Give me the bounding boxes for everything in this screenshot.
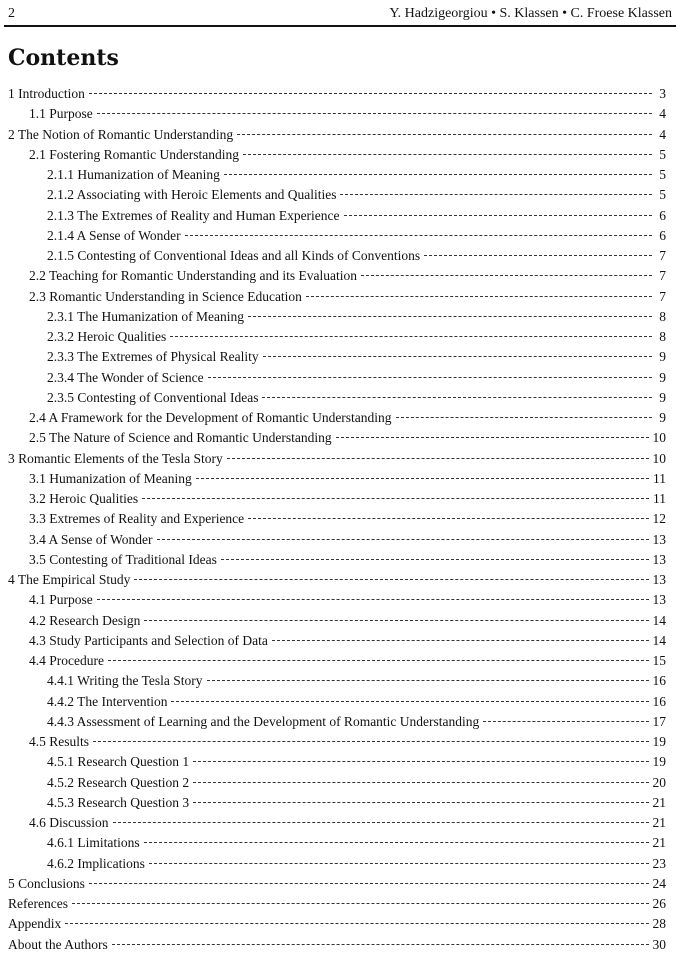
toc-page-number[interactable]: 9	[659, 389, 666, 405]
toc-entry-label[interactable]: 2.3.1 The Humanization of Meaning	[47, 308, 244, 324]
toc-page-number[interactable]: 10	[652, 450, 666, 466]
toc-leader	[193, 802, 648, 803]
toc-entry[interactable]	[8, 752, 666, 772]
toc-page-number[interactable]: 21	[652, 835, 666, 851]
toc-entry-label[interactable]: 3.1 Humanization of Meaning	[29, 470, 192, 486]
toc-page-number[interactable]: 26	[652, 896, 666, 911]
toc-entry[interactable]	[8, 145, 666, 165]
toc-leader	[340, 194, 652, 195]
toc-entry-label[interactable]: 2.1.1 Humanization of Meaning	[47, 167, 220, 182]
toc-entry-label[interactable]: 4.4 Procedure	[29, 653, 104, 668]
toc-entry[interactable]	[8, 530, 666, 550]
toc-entry[interactable]	[8, 914, 666, 934]
toc-leader	[171, 701, 648, 702]
toc-entry-label[interactable]: 4.5.1 Research Question 1	[47, 754, 190, 770]
toc-leader	[237, 134, 652, 135]
toc-entry-label[interactable]: 4.1 Purpose	[29, 592, 93, 608]
toc-entry[interactable]	[8, 651, 666, 671]
toc-entry-label[interactable]: Appendix	[8, 916, 62, 932]
toc-leader	[248, 518, 648, 519]
toc-entry[interactable]	[8, 449, 666, 469]
toc-entry[interactable]	[8, 287, 666, 307]
toc-entry-label[interactable]: 2.1.4 A Sense of Wonder	[47, 227, 181, 243]
toc-entry-label[interactable]: 2.5 The Nature of Science and Romantic Understanding	[29, 430, 332, 446]
toc-entry[interactable]	[8, 307, 666, 327]
toc-entry-label[interactable]: 2.3.3 The Extremes of Physical Reality	[47, 349, 259, 365]
toc-leader	[93, 741, 648, 742]
toc-entry[interactable]	[8, 833, 666, 853]
toc-page-number[interactable]: 19	[652, 754, 666, 770]
toc-page-number[interactable]: 21	[652, 794, 666, 810]
toc-entry-label[interactable]: 3 Romantic Elements of the Tesla Story	[8, 450, 223, 466]
toc-entry-label[interactable]: 2.4 A Framework for the Development of Romantic Understanding	[29, 410, 392, 425]
toc-page-number[interactable]: 9	[659, 410, 666, 425]
toc-entry[interactable]	[8, 874, 666, 894]
toc-entry-label[interactable]: 4.3 Study Participants and Selection of Data	[29, 632, 268, 648]
toc-page-number[interactable]: 21	[652, 815, 666, 830]
toc-entry-label[interactable]: 2.1.5 Contesting of Conventional Ideas and all Kinds of Conventions	[47, 248, 421, 263]
toc-entry-label[interactable]: 2.3.4 The Wonder of Science	[47, 369, 204, 385]
toc-entry[interactable]	[8, 570, 666, 590]
toc-entry[interactable]	[8, 125, 666, 145]
toc-entry[interactable]	[8, 489, 666, 509]
toc-leader	[196, 478, 649, 479]
toc-leader	[193, 782, 648, 783]
toc-page-number[interactable]: 13	[652, 551, 666, 567]
toc-entry-label[interactable]: 2.1 Fostering Romantic Understanding	[29, 146, 239, 162]
toc-page-number[interactable]: 4	[659, 126, 666, 142]
toc-entry-label[interactable]: 4.6.2 Implications	[47, 855, 145, 871]
toc-entry-label[interactable]: References	[8, 896, 68, 911]
header-authors: Y. Hadzigeorgiou • S. Klassen • C. Froese Klassen	[389, 6, 672, 21]
toc-entry[interactable]	[8, 935, 666, 955]
toc-leader	[157, 539, 649, 540]
toc-leader	[248, 316, 652, 317]
toc-entry-label[interactable]: 1 Introduction	[8, 86, 85, 101]
toc-entry[interactable]	[8, 347, 666, 367]
toc-leader	[112, 944, 649, 945]
toc-entry-label[interactable]: 4.6.1 Limitations	[47, 835, 140, 851]
toc-entry-label[interactable]: 2.3.5 Contesting of Conventional Ideas	[47, 389, 259, 405]
toc-leader	[344, 215, 652, 216]
toc-entry-label[interactable]: 2.3 Romantic Understanding in Science Education	[29, 288, 302, 304]
toc-entry[interactable]	[8, 84, 666, 104]
toc-leader	[149, 863, 649, 864]
toc-entry-label[interactable]: 2.3.2 Heroic Qualities	[47, 329, 167, 344]
toc-entry[interactable]	[8, 408, 666, 428]
toc-page-number[interactable]: 17	[652, 713, 666, 729]
toc-entry[interactable]	[8, 165, 666, 185]
toc-entry-label[interactable]: 1.1 Purpose	[29, 106, 93, 122]
toc-entry-label[interactable]: 4.4.1 Writing the Tesla Story	[47, 673, 203, 689]
running-header	[8, 5, 672, 23]
toc-entry[interactable]	[8, 550, 666, 570]
toc-entry[interactable]	[8, 428, 666, 448]
toc-entry-label[interactable]: 4.5.3 Research Question 3	[47, 794, 190, 810]
toc-page-number[interactable]: 28	[652, 916, 666, 932]
toc-page-number[interactable]: 16	[652, 693, 666, 709]
toc-page-number[interactable]: 14	[652, 632, 666, 648]
toc-leader	[144, 620, 648, 621]
toc-entry-label[interactable]: 4.6 Discussion	[29, 815, 109, 830]
toc-page-number[interactable]: 6	[659, 207, 666, 223]
toc-page-number[interactable]: 30	[652, 936, 666, 952]
toc-leader	[97, 113, 652, 114]
toc-leader	[306, 296, 652, 297]
contents-title: Contents	[8, 45, 119, 71]
toc-entry[interactable]	[8, 266, 666, 286]
toc-page-number[interactable]: 20	[652, 774, 666, 790]
toc-leader	[483, 721, 648, 722]
toc-entry[interactable]	[8, 388, 666, 408]
toc-page-number[interactable]: 14	[652, 612, 666, 628]
toc-leader	[89, 93, 652, 94]
toc-leader	[396, 417, 652, 418]
toc-leader	[227, 458, 649, 459]
toc-page-number[interactable]: 13	[652, 572, 666, 587]
toc-leader	[243, 154, 652, 155]
toc-leader	[108, 660, 649, 661]
toc-page-number[interactable]: 12	[652, 511, 666, 527]
toc-entry-label[interactable]: 2.1.3 The Extremes of Reality and Human Experience	[47, 207, 340, 223]
toc-entry-label[interactable]: 4 The Empirical Study	[8, 572, 131, 587]
toc-leader	[221, 559, 649, 560]
toc-leader	[134, 579, 648, 580]
toc-page-number[interactable]: 15	[652, 653, 666, 668]
toc-leader	[207, 680, 649, 681]
toc-page-number[interactable]: 9	[659, 349, 666, 365]
toc-entry-label[interactable]: 4.2 Research Design	[29, 612, 141, 628]
table-of-contents	[8, 84, 666, 955]
toc-entry[interactable]	[8, 732, 666, 752]
header-rule	[4, 25, 676, 27]
toc-leader	[170, 336, 652, 337]
toc-entry[interactable]	[8, 692, 666, 712]
toc-entry-label[interactable]: 2.1.2 Associating with Heroic Elements and Qualities	[47, 187, 337, 203]
toc-page-number[interactable]: 10	[652, 430, 666, 446]
toc-entry-label[interactable]: 3.2 Heroic Qualities	[29, 491, 139, 506]
toc-entry[interactable]	[8, 813, 666, 833]
toc-leader	[336, 437, 649, 438]
toc-entry-label[interactable]: 3.3 Extremes of Reality and Experience	[29, 511, 245, 527]
toc-entry[interactable]	[8, 327, 666, 347]
toc-entry-label[interactable]: 2 The Notion of Romantic Understanding	[8, 126, 234, 142]
toc-page-number[interactable]: 11	[653, 491, 666, 506]
toc-page-number[interactable]: 13	[652, 592, 666, 608]
toc-page-number[interactable]: 4	[659, 106, 666, 122]
toc-page-number[interactable]: 23	[652, 855, 666, 871]
toc-entry-label[interactable]: 4.4.3 Assessment of Learning and the Development of Romantic Understanding	[47, 713, 480, 729]
toc-entry[interactable]	[8, 894, 666, 914]
toc-entry-label[interactable]: 3.5 Contesting of Traditional Ideas	[29, 551, 217, 567]
toc-leader	[144, 842, 649, 843]
toc-entry[interactable]	[8, 246, 666, 266]
toc-page-number[interactable]: 5	[659, 167, 666, 182]
toc-leader	[185, 235, 652, 236]
toc-leader	[142, 498, 649, 499]
toc-page-number[interactable]: 7	[659, 288, 666, 304]
toc-entry[interactable]	[8, 631, 666, 651]
toc-page-number[interactable]: 8	[659, 308, 666, 324]
toc-leader	[113, 822, 649, 823]
toc-entry-label[interactable]: 5 Conclusions	[8, 875, 85, 891]
toc-entry-label[interactable]: 3.4 A Sense of Wonder	[29, 531, 153, 547]
toc-entry[interactable]	[8, 469, 666, 489]
toc-leader	[65, 923, 648, 924]
toc-leader	[263, 356, 652, 357]
toc-leader	[272, 640, 649, 641]
toc-entry[interactable]	[8, 671, 666, 691]
toc-leader	[72, 903, 649, 904]
toc-page-number[interactable]: 6	[659, 227, 666, 243]
toc-entry[interactable]	[8, 206, 666, 226]
toc-page-number[interactable]: 24	[652, 875, 666, 891]
toc-page-number[interactable]: 5	[659, 187, 666, 203]
toc-leader	[224, 174, 652, 175]
toc-page-number[interactable]: 11	[653, 470, 666, 486]
toc-leader	[361, 275, 652, 276]
toc-page-number[interactable]: 8	[659, 329, 666, 344]
toc-leader	[97, 599, 649, 600]
toc-entry[interactable]	[8, 104, 666, 124]
toc-entry[interactable]	[8, 854, 666, 874]
toc-leader	[262, 397, 652, 398]
toc-page-number[interactable]: 13	[652, 531, 666, 547]
toc-page-number[interactable]: 9	[659, 369, 666, 385]
toc-entry-label[interactable]: 2.2 Teaching for Romantic Understanding and its Evaluation	[29, 268, 357, 284]
toc-entry-label[interactable]: About the Authors	[8, 936, 108, 952]
toc-entry[interactable]	[8, 509, 666, 529]
toc-entry-label[interactable]: 4.4.2 The Intervention	[47, 693, 168, 709]
toc-leader	[193, 761, 648, 762]
toc-entry[interactable]	[8, 773, 666, 793]
toc-page-number[interactable]: 3	[659, 86, 666, 101]
toc-page-number[interactable]: 7	[659, 268, 666, 284]
toc-entry[interactable]	[8, 368, 666, 388]
toc-entry[interactable]	[8, 185, 666, 205]
toc-entry-label[interactable]: 4.5 Results	[29, 734, 90, 749]
header-page-number: 2	[8, 6, 15, 21]
toc-entry[interactable]	[8, 611, 666, 631]
toc-page-number[interactable]: 7	[659, 248, 666, 263]
toc-entry[interactable]	[8, 226, 666, 246]
toc-entry[interactable]	[8, 793, 666, 813]
toc-page-number[interactable]: 16	[652, 673, 666, 689]
toc-entry-label[interactable]: 4.5.2 Research Question 2	[47, 774, 190, 790]
toc-leader	[208, 377, 652, 378]
toc-entry[interactable]	[8, 590, 666, 610]
toc-entry[interactable]	[8, 712, 666, 732]
toc-page-number[interactable]: 5	[659, 146, 666, 162]
toc-leader	[89, 883, 649, 884]
toc-page-number[interactable]: 19	[652, 734, 666, 749]
toc-leader	[424, 255, 652, 256]
